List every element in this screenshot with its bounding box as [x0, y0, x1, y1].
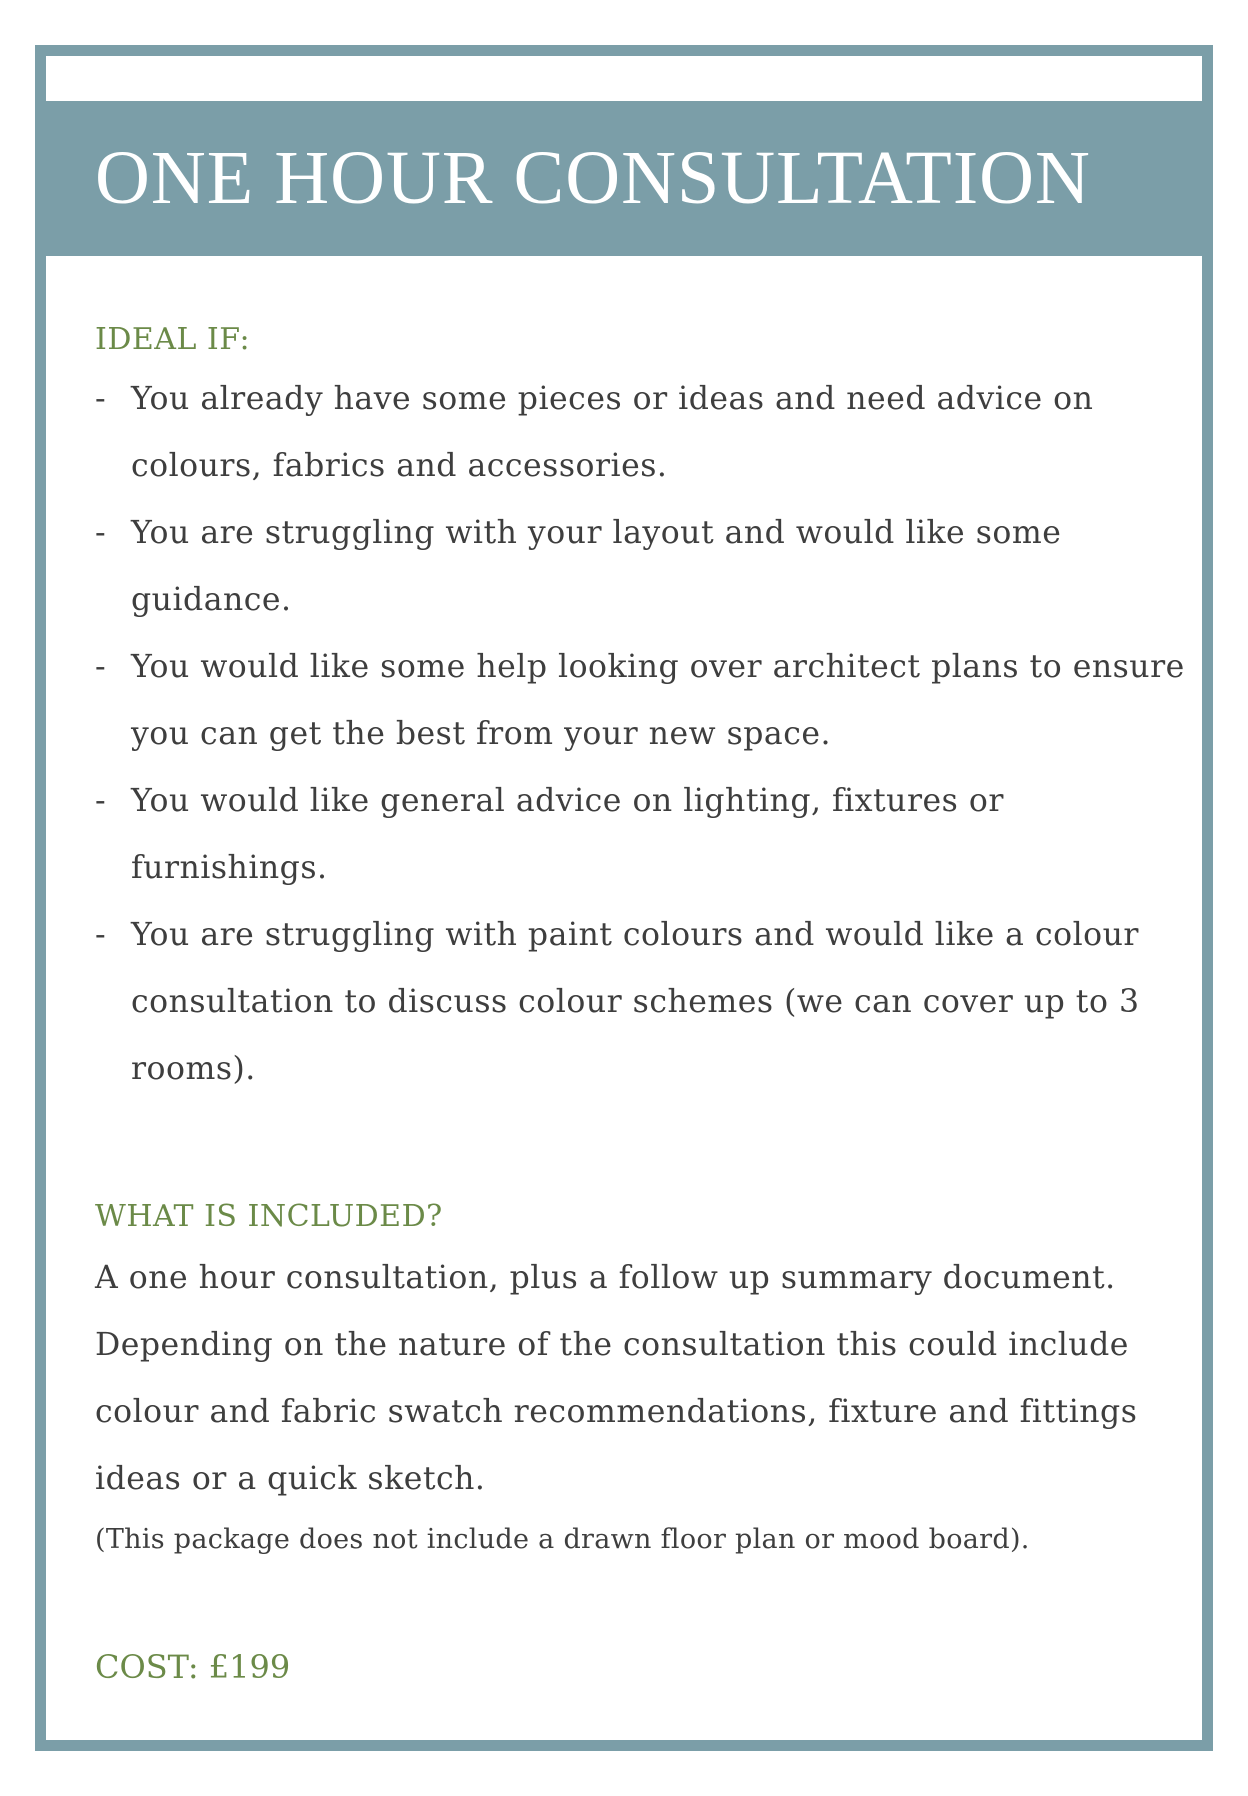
header-band: [46, 101, 1202, 256]
list-item-text: You would like some help looking over architect plans to ensure you can get the best from your new space.: [131, 649, 1185, 752]
dash-bullet: -: [95, 381, 107, 417]
list-item-text: You are struggling with paint colours and would like a colour consultation to discuss colour schemes (we can cover up to 3 rooms).: [131, 917, 1140, 1087]
dash-bullet: -: [95, 515, 107, 551]
list-item: [95, 366, 1201, 500]
card-content: [95, 320, 1195, 1689]
ideal-if-heading: IDEAL IF:: [95, 322, 251, 357]
consultation-card: [35, 45, 1213, 1751]
list-item: [95, 768, 1201, 902]
list-item: [95, 634, 1201, 768]
list-item-text: You already have some pieces or ideas and need advice on colours, fabrics and accessories.: [131, 381, 1094, 484]
dash-bullet: -: [95, 649, 107, 685]
included-description: A one hour consultation, plus a follow up summary document. Depending on the nature of the consultation this could include colour and fabric swatch recommendations, fixture and fittings ideas or a quick sketch.: [95, 1260, 1138, 1497]
included-note: (This package does not include a drawn floor plan or mood board).: [95, 1524, 1030, 1555]
list-item: [95, 902, 1201, 1103]
ideal-if-list: [95, 366, 1195, 1103]
dash-bullet: -: [95, 783, 107, 819]
list-item-text: You would like general advice on lighting, fixtures or furnishings.: [131, 783, 1004, 886]
section-spacer: [95, 1567, 1195, 1645]
page-title: ONE HOUR CONSULTATION: [95, 136, 1091, 220]
list-item-text: You are struggling with your layout and would like some guidance.: [131, 515, 1062, 618]
cost-label: COST: £199: [95, 1648, 291, 1686]
dash-bullet: -: [95, 917, 107, 953]
included-heading: WHAT IS INCLUDED?: [95, 1199, 443, 1234]
list-item: [95, 500, 1201, 634]
section-spacer: [95, 1103, 1195, 1197]
